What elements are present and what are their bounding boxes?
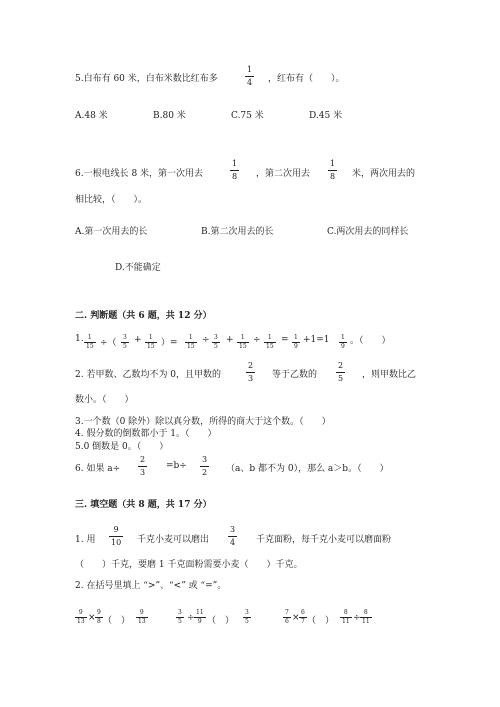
s3-q1-stem-mid: 千克小麦可以磨出: [137, 535, 210, 545]
q5-option-a: A.48 米: [75, 111, 108, 121]
cmp3-operator: ×: [292, 613, 300, 623]
numerator: 7: [285, 609, 289, 616]
s2-q1-frac-h: [292, 335, 300, 350]
s2-q1-frac-d: [185, 335, 197, 350]
denominator: 5: [245, 618, 249, 625]
q5-stem-end: ，红布有（ ）。: [268, 74, 345, 84]
s2-q1-op3: ）=: [161, 338, 178, 348]
s2-q2-stem-mid: 等于乙数的: [272, 370, 318, 380]
denominator: 3: [248, 374, 254, 383]
numerator: 3: [245, 609, 249, 616]
numerator: 2: [248, 361, 254, 370]
s2-q6-stem: 6. 如果 a÷: [75, 464, 121, 474]
cmp1-operator: ×: [88, 613, 96, 623]
section2-title: 二. 判断题（共 6 题，共 12 分）: [75, 311, 212, 321]
s2-q1-frac-f: [237, 335, 249, 350]
s2-q1-op4: ÷: [202, 335, 210, 345]
cmp2-frac-c: [243, 610, 251, 625]
denominator: 5: [178, 618, 182, 625]
cmp3-frac-d: [360, 610, 372, 625]
numerator: 1: [148, 334, 153, 341]
numerator: 1: [240, 334, 245, 341]
numerator: 9: [97, 609, 101, 616]
denominator: 7: [301, 618, 305, 625]
denominator: 13: [77, 618, 85, 625]
numerator: 11: [196, 609, 204, 616]
cmp1-frac-b: [95, 610, 103, 625]
cmp1-answer-blank[interactable]: （ ）: [103, 616, 131, 626]
numerator: 1: [294, 334, 298, 341]
s2-q3: 3.一个数（0 除外）除以真分数，所得的商大于这个数。（ ）: [75, 417, 331, 427]
denominator: 3: [140, 468, 146, 477]
numerator: 3: [178, 609, 182, 616]
s3-q2-stem: 2. 在括号里填上 “>”、“<” 或 “=”。: [75, 581, 227, 591]
cmp3-frac-a: [283, 610, 291, 625]
q6-option-c: C.两次用去的同样长: [327, 227, 409, 237]
q6-stem: 6.一根电线长 8 米，第一次用去: [75, 169, 204, 179]
s3-q1-fraction-1: [109, 526, 123, 547]
s2-q6-fraction-1: [138, 456, 147, 477]
s2-q1-op1: ÷（: [100, 338, 117, 348]
s2-q1-op8: +1=1: [303, 335, 330, 345]
q6-stem-mid: ，第二次用去: [256, 169, 311, 179]
numerator: 8: [343, 609, 348, 616]
s2-q6-stem-end: （a、b 都不为 0），那么 a＞b。（ ）: [226, 464, 389, 474]
numerator: 1: [188, 334, 193, 341]
numerator: 1: [341, 334, 345, 341]
s2-q6-stem-mid: =b÷: [166, 461, 187, 471]
s2-q1-frac-b: [121, 335, 129, 350]
numerator: 2: [140, 455, 146, 464]
denominator: 9: [341, 343, 345, 350]
denominator: 15: [187, 343, 195, 350]
s2-q2-line2: 数小。（ ）: [75, 395, 134, 405]
numerator: 9: [139, 609, 144, 616]
numerator: 2: [338, 361, 344, 370]
s2-q1-frac-g: [264, 335, 276, 350]
denominator: 4: [230, 538, 236, 547]
denominator: 11: [342, 618, 350, 625]
denominator: 4: [247, 78, 253, 87]
cmp3-frac-b: [299, 610, 307, 625]
s2-q2-stem: 2. 若甲数、乙数均不为 0，且甲数的: [75, 370, 222, 380]
denominator: 15: [266, 343, 274, 350]
numerator: 3: [123, 334, 127, 341]
q6-option-d: D.不能确定: [115, 263, 161, 273]
numerator: 1: [330, 159, 336, 168]
cmp3-operator-2: ÷: [353, 613, 361, 623]
denominator: 8: [330, 172, 336, 181]
numerator: 3: [202, 455, 208, 464]
q5-option-b: B.80 米: [153, 111, 186, 121]
s2-q1-answer-paren: 。（ ）: [350, 336, 391, 346]
cmp2-frac-a: [176, 610, 184, 625]
numerator: 3: [214, 334, 218, 341]
denominator: 8: [232, 172, 238, 181]
denominator: 11: [362, 618, 370, 625]
q6-stem-line2: 相比较，（ ）。: [75, 195, 148, 205]
cmp3-answer-blank[interactable]: （ ）: [307, 616, 335, 626]
s2-q4: 4. 假分数的倒数都小于 1。（ ）: [75, 429, 217, 439]
denominator: 9: [294, 343, 298, 350]
s2-q2-stem-end: ，则甲数比乙: [362, 370, 417, 380]
s2-q6-fraction-2: [200, 456, 209, 477]
q6-option-b: B.第二次用去的长: [201, 227, 274, 237]
cmp2-frac-b: [194, 610, 206, 625]
denominator: 15: [86, 343, 94, 350]
denominator: 15: [239, 343, 247, 350]
q5-option-d: D.45 米: [309, 111, 343, 121]
denominator: 8: [97, 618, 101, 625]
numerator: 9: [113, 525, 119, 534]
denominator: 2: [202, 468, 208, 477]
denominator: 5: [214, 343, 218, 350]
cmp2-answer-blank[interactable]: （ ）: [207, 616, 235, 626]
s3-q1-stem: 1. 用: [75, 535, 96, 545]
denominator: 5: [123, 343, 127, 350]
s2-q2-fraction-2: [336, 362, 345, 383]
cmp3-frac-c: [340, 610, 352, 625]
s2-q1-op6: ÷: [253, 335, 261, 345]
denominator: 6: [285, 618, 289, 625]
cmp1-frac-c: [136, 610, 148, 625]
numerator: 1: [232, 159, 238, 168]
numerator: 9: [78, 609, 83, 616]
denominator: 9: [197, 618, 202, 625]
q6-fraction-1: [230, 160, 239, 181]
s2-q2-fraction-1: [246, 362, 255, 383]
s2-q1-op2: +: [134, 335, 142, 345]
s2-q1-op5: +: [226, 335, 234, 345]
denominator: 13: [138, 618, 146, 625]
q5-stem: 5.白布有 60 米，白布米数比红布多: [75, 74, 218, 84]
cmp2-operator: ÷: [187, 613, 195, 623]
q6-option-a: A.第一次用去的长: [75, 227, 148, 237]
denominator: 15: [147, 343, 155, 350]
s2-q1-frac-e: [212, 335, 220, 350]
q6-stem-end: 米，两次用去的: [352, 169, 416, 179]
numerator: 6: [301, 609, 305, 616]
s3-q1-stem-end: 千克面粉，每千克小麦可以磨面粉: [256, 535, 392, 545]
s3-q1-line2: （ ）千克，要磨 1 千克面粉需要小麦（ ）千克。: [75, 560, 303, 570]
s2-q1-frac-c: [145, 335, 157, 350]
numerator: 3: [230, 525, 236, 534]
denominator: 5: [338, 374, 344, 383]
q5-fraction: [245, 66, 254, 87]
s2-q1-frac-a: [84, 335, 96, 350]
denominator: 10: [111, 538, 122, 547]
s2-q1-prefix: 1.: [75, 334, 84, 344]
s2-q1-frac-i: [339, 335, 347, 350]
numerator: 8: [363, 609, 368, 616]
numerator: 1: [267, 334, 272, 341]
section3-title: 三. 填空题（共 8 题，共 17 分）: [75, 500, 212, 510]
cmp1-frac-a: [75, 610, 87, 625]
numerator: 1: [87, 334, 92, 341]
numerator: 1: [247, 65, 253, 74]
s2-q1-op7: =: [281, 335, 289, 345]
q6-fraction-2: [328, 160, 337, 181]
q5-option-c: C.75 米: [231, 111, 264, 121]
s3-q1-fraction-2: [228, 526, 237, 547]
s2-q5: 5.0 倒数是 0。（ ）: [75, 442, 169, 452]
